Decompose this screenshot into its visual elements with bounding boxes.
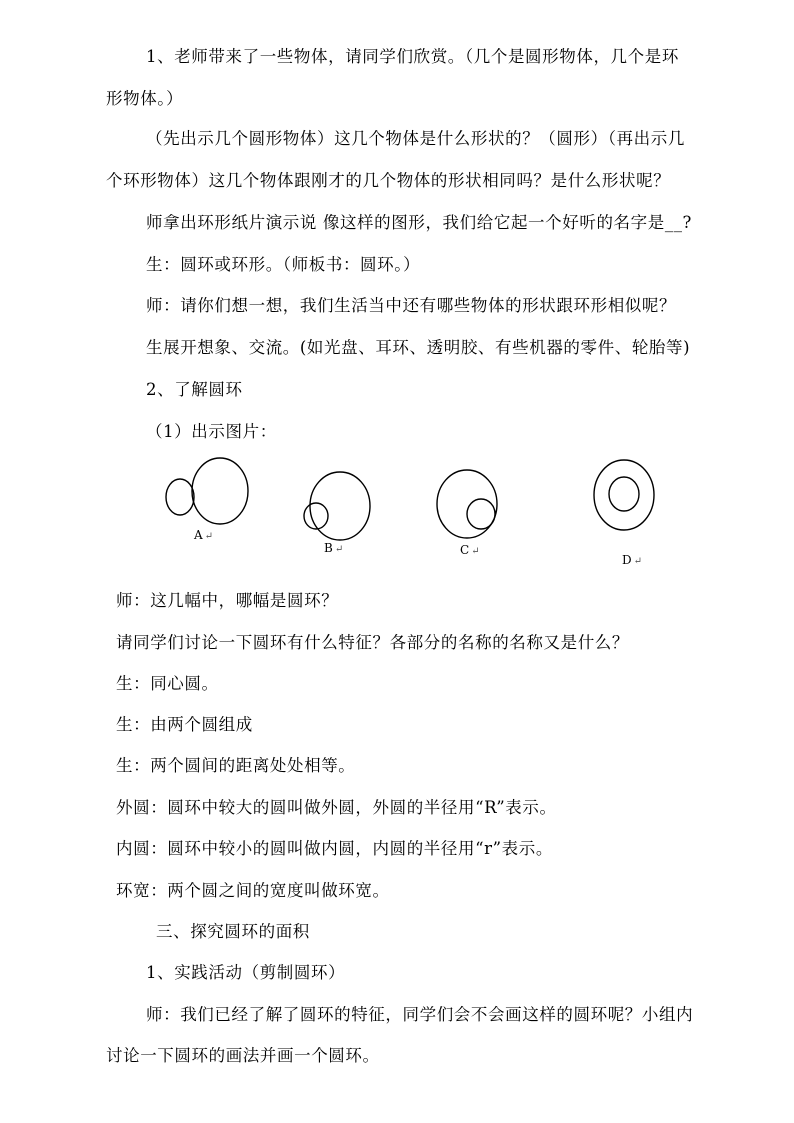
section-heading: 三、探究圆环的面积	[156, 922, 310, 941]
label-c: C ↵	[460, 543, 480, 557]
diagram-d-inner-circle	[609, 477, 639, 511]
section-heading: 1、实践活动（剪制圆环）	[146, 963, 346, 982]
paragraph-line: 师：请你们想一想，我们生活当中还有哪些物体的形状跟环形相似呢？	[146, 296, 677, 315]
diagram-b-small-circle	[304, 503, 328, 529]
paragraph-line: 环宽：两个圆之间的宽度叫做环宽。	[116, 881, 390, 900]
paragraph-line: 生：两个圆间的距离处处相等。	[116, 756, 356, 775]
paragraph-line: 师：我们已经了解了圆环的特征，同学们会不会画这样的圆环呢？小组内	[146, 1005, 694, 1024]
paragraph-line: 生：圆环或环形。（师板书：圆环。）	[146, 255, 421, 274]
paragraph-line: （1）出示图片：	[146, 422, 277, 441]
label-d: D ↵	[622, 553, 643, 567]
diagram-a-large-circle	[192, 458, 248, 524]
paragraph-line: 形物体。）	[106, 89, 184, 108]
paragraph-line: 内圆：圆环中较小的圆叫做内圆，内圆的半径用“r”表示。	[116, 839, 553, 858]
label-a: A ↵	[194, 528, 214, 542]
paragraph-line: 生：同心圆。	[116, 674, 219, 693]
paragraph-line: 个环形物体）这几个物体跟刚才的几个物体的形状相同吗？是什么形状呢？	[106, 171, 671, 190]
paragraph-line: 生：由两个圆组成	[116, 715, 253, 734]
paragraph-line: 1、老师带来了一些物体，请同学们欣赏。（几个是圆形物体，几个是环	[146, 47, 679, 66]
label-b: B ↵	[324, 541, 344, 555]
diagram-b-large-circle	[310, 472, 370, 540]
paragraph-line: 生展开想象、交流。(如光盘、耳环、透明胶、有些机器的零件、轮胎等)	[146, 338, 691, 357]
diagram-c-small-circle	[467, 499, 495, 529]
paragraph-line: 外圆：圆环中较大的圆叫做外圆，外圆的半径用“R”表示。	[116, 798, 557, 817]
paragraph-line: 师拿出环形纸片演示说 像这样的图形，我们给它起一个好听的名字是__?	[146, 213, 692, 232]
paragraph-line: 请同学们讨论一下圆环有什么特征？各部分的名称的名称又是什么？	[116, 633, 629, 652]
paragraph-line: （先出示几个圆形物体）这几个物体是什么形状的？（圆形）（再出示几	[146, 129, 685, 148]
paragraph-line: 师：这几幅中，哪幅是圆环？	[116, 591, 339, 610]
section-heading: 2、了解圆环	[146, 380, 243, 399]
diagram-a-small-circle	[166, 479, 194, 515]
paragraph-line: 讨论一下圆环的画法并画一个圆环。	[106, 1046, 380, 1065]
diagram-d-outer-circle	[594, 460, 654, 530]
